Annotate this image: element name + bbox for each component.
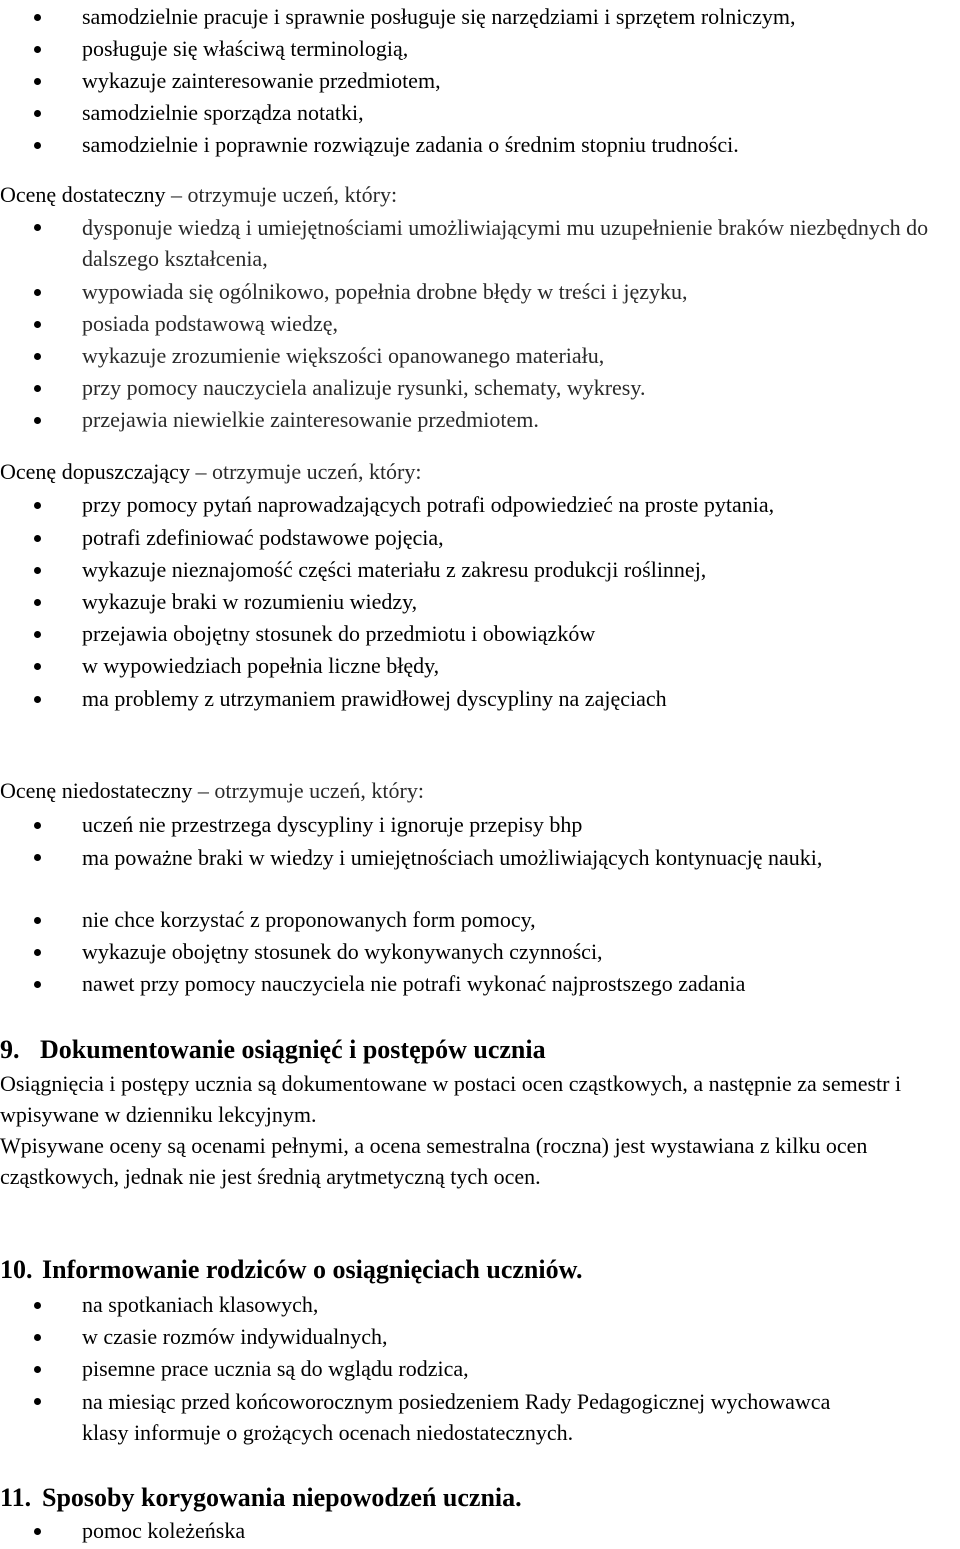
bullet-icon <box>34 663 41 670</box>
bullet-icon <box>34 567 41 574</box>
bullet-icon <box>34 385 41 392</box>
list-item: pisemne prace ucznia są do wglądu rodzica, <box>82 1354 960 1384</box>
bullet-icon <box>34 224 41 231</box>
section-heading-10: 10. Informowanie rodziców o osiągnięciach uczniów. <box>0 1255 583 1284</box>
bullet-icon <box>34 822 41 829</box>
list-item: przy pomocy pytań naprowadzających potrafi odpowiedzieć na proste pytania, <box>82 490 960 520</box>
list-item: przejawia niewielkie zainteresowanie przedmiotem. <box>82 405 960 435</box>
list-item: na miesiąc przed końcoworocznym posiedzeniem Rady Pedagogicznej wychowawca klasy informuje o grożących ocenach niedostatecznych. <box>82 1386 882 1448</box>
list-item: przy pomocy nauczyciela analizuje rysunki, schematy, wykresy. <box>82 373 960 403</box>
list-item: ma poważne braki w wiedzy i umiejętnościach umożliwiających kontynuację nauki, <box>82 842 960 873</box>
list-item: wykazuje zainteresowanie przedmiotem, <box>82 66 960 96</box>
grade-heading-dostateczny: Ocenę dostateczny – otrzymuje uczeń, który: <box>0 182 398 207</box>
bullet-icon <box>34 981 41 988</box>
section-heading-11: 11. Sposoby korygowania niepowodzeń ucznia. <box>0 1483 522 1512</box>
list-item: nie chce korzystać z proponowanych form pomocy, <box>82 905 960 935</box>
list-item: wykazuje obojętny stosunek do wykonywanych czynności, <box>82 937 960 967</box>
list-item: uczeń nie przestrzega dyscypliny i ignoruje przepisy bhp <box>82 810 960 840</box>
bullet-icon <box>34 599 41 606</box>
bullet-icon <box>34 110 41 117</box>
list-item: w czasie rozmów indywidualnych, <box>82 1322 960 1352</box>
list-item: posługuje się właściwą terminologią, <box>82 34 960 64</box>
list-item: wykazuje nieznajomość części materiału z zakresu produkcji roślinnej, <box>82 555 960 585</box>
bullet-icon <box>34 631 41 638</box>
bullet-icon <box>34 1398 41 1405</box>
bullet-icon <box>34 1302 41 1309</box>
paragraph: Osiągnięcia i postępy ucznia są dokumentowane w postaci ocen cząstkowych, a następnie za semestr i wpisywane w dzienniku lekcyjnym. <box>0 1071 902 1127</box>
bullet-icon <box>34 321 41 328</box>
bullet-icon <box>34 1366 41 1373</box>
list-item: potrafi zdefiniować podstawowe pojęcia, <box>82 523 960 553</box>
list-item: w wypowiedziach popełnia liczne błędy, <box>82 651 960 681</box>
bullet-icon <box>34 417 41 424</box>
bullet-icon <box>34 1334 41 1341</box>
bullet-icon <box>34 14 41 21</box>
grade-heading-dopuszczajacy: Ocenę dopuszczający – otrzymuje uczeń, który: <box>0 459 422 484</box>
list-item: dysponuje wiedzą i umiejętnościami umożliwiającymi mu uzupełnienie braków niezbędnych do dalszego kształcenia, <box>82 212 960 274</box>
bullet-icon <box>34 917 41 924</box>
list-item: na spotkaniach klasowych, <box>82 1290 960 1320</box>
list-item: wypowiada się ogólnikowo, popełnia drobne błędy w treści i języku, <box>82 277 960 307</box>
list-item: samodzielnie pracuje i sprawnie posługuje się narzędziami i sprzętem rolniczym, <box>82 2 960 32</box>
bullet-icon <box>34 289 41 296</box>
bullet-icon <box>34 854 41 861</box>
bullet-icon <box>34 46 41 53</box>
bullet-icon <box>34 696 41 703</box>
list-item: samodzielnie i poprawnie rozwiązuje zadania o średnim stopniu trudności. <box>82 130 960 160</box>
grade-heading-niedostateczny: Ocenę niedostateczny – otrzymuje uczeń, który: <box>0 778 424 803</box>
bullet-icon <box>34 949 41 956</box>
list-item: posiada podstawową wiedzę, <box>82 309 960 339</box>
list-item: wykazuje braki w rozumieniu wiedzy, <box>82 587 960 617</box>
bullet-icon <box>34 1528 41 1535</box>
bullet-icon <box>34 142 41 149</box>
paragraph: Wpisywane oceny są ocenami pełnymi, a ocena semestralna (roczna) jest wystawiana z kilku ocen cząstkowych, jednak nie jest średnią arytmetyczną tych ocen. <box>0 1133 868 1189</box>
bullet-icon <box>34 78 41 85</box>
list-item: pomoc koleżeńska <box>82 1516 960 1546</box>
list-item: nawet przy pomocy nauczyciela nie potrafi wykonać najprostszego zadania <box>82 969 960 999</box>
bullet-icon <box>34 353 41 360</box>
list-item: samodzielnie sporządza notatki, <box>82 98 960 128</box>
bullet-icon <box>34 502 41 509</box>
list-item: wykazuje zrozumienie większości opanowanego materiału, <box>82 341 960 371</box>
list-item: przejawia obojętny stosunek do przedmiotu i obowiązków <box>82 619 960 649</box>
section-heading-9: 9. Dokumentowanie osiągnięć i postępów ucznia <box>0 1035 546 1064</box>
list-item: ma problemy z utrzymaniem prawidłowej dyscypliny na zajęciach <box>82 684 960 714</box>
bullet-icon <box>34 535 41 542</box>
